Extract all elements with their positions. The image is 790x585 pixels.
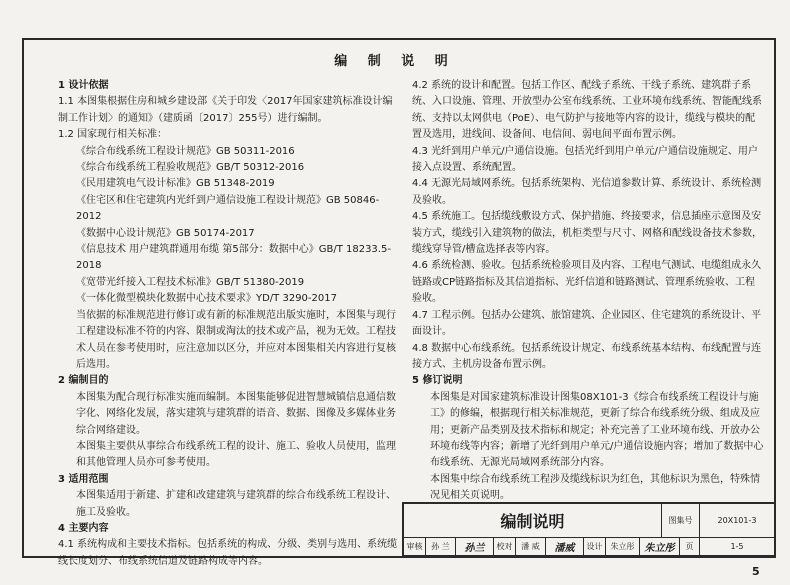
page-label: 页 — [680, 538, 700, 556]
section-heading: 1 设计依据 — [58, 80, 109, 91]
section-heading: 2 编制目的 — [58, 375, 109, 387]
designer-signature: 朱立彤 — [640, 538, 680, 556]
paragraph: 《一体化微型模块化数据中心技术要求》YD/T 3290-2017 — [76, 293, 337, 305]
paragraph: 4.1 系统构成和主要技术指标。包括系统的构成、分级、类别与选用、系统缆线长度划分、布线系统信道及链路构成等内容。 — [58, 539, 398, 567]
design-label: 设计 — [584, 538, 606, 556]
atlas-number: 20X101-3 — [700, 504, 774, 538]
checker-name: 潘 威 — [516, 538, 546, 556]
paragraph: 本图集为配合现行标准实施而编制。本图集能够促进智慧城镇信息通信数字化、网络化发展，落实建筑与建筑群的语音、数据、图像及多媒体业务综合网络建设。 — [76, 391, 396, 436]
paragraph: 本图集中综合布线系统工程涉及缆线标识为红色，其他标识为黑色，特殊情况见相关页说明。 — [430, 473, 760, 502]
paragraph: 当依据的标准规范进行修订或有新的标准规范出版实施时，本图集与现行工程建设标准不符的内容、限制或淘汰的技术或产品，视为无效。工程技术人员在参考使用时，应注意加以区分，并应对本图集相关内容进行复核后选用。 — [76, 309, 396, 370]
checker-signature: 潘威 — [546, 538, 584, 556]
check-label: 校对 — [494, 538, 516, 556]
paragraph: 本图集主要供从事综合布线系统工程的设计、施工、验收人员使用，监理和其他管理人员亦可参考使用。 — [76, 440, 396, 469]
right-column — [412, 78, 764, 505]
paragraph: 《民用建筑电气设计标准》GB 51348-2019 — [76, 178, 275, 190]
page-number: 5 — [752, 565, 760, 578]
section-heading: 5 修订说明 — [412, 375, 463, 387]
title-block — [402, 502, 774, 556]
paragraph: 本图集适用于新建、扩建和改建建筑与建筑群的综合布线系统工程设计、施工及验收。 — [76, 490, 396, 518]
paragraph: 《综合布线系统工程设计规范》GB 50311-2016 — [76, 145, 295, 157]
paragraph: 《住宅区和住宅建筑内光纤到户通信设施工程设计规范》GB 50846-2012 — [76, 194, 380, 223]
paragraph: 1.2 国家现行相关标准： — [58, 129, 168, 141]
paragraph: 《信息技术 用户建筑群通用布缆 第5部分：数据中心》GB/T 18233.5-2018 — [76, 244, 391, 272]
paragraph: 4.3 光纤到用户单元/户通信设施。包括光纤到用户单元/户通信设施规定、用户接入点设置、系统配置。 — [412, 145, 758, 174]
title-block-title: 编制说明 — [404, 504, 662, 538]
review-label: 审核 — [404, 538, 426, 556]
section-heading: 3 适用范围 — [58, 473, 109, 485]
paragraph: 《数据中心设计规范》GB 50174-2017 — [76, 227, 255, 239]
reviewer-name: 孙 兰 — [426, 538, 456, 556]
paragraph: 《宽带光纤接入工程技术标准》GB/T 51380-2019 — [76, 276, 305, 288]
page-reference: 1-5 — [700, 538, 774, 556]
paragraph: 4.6 系统检测、验收。包括系统检验项目及内容、工程电气测试、电缆组成永久链路或CP链路指标及其信道指标、光纤信道和链路测试、管理系统验收、工程验收。 — [412, 260, 762, 305]
paragraph: 4.8 数据中心布线系统。包括系统设计规定、布线系统基本结构、布线配置与连接方式、主机房设备布置示例。 — [412, 342, 762, 370]
paragraph: 4.5 系统施工。包括缆线敷设方式、保护措施、终接要求，信息插座示意图及安装方式，缆线引入建筑物的做法，机柜类型与尺寸、网格和配线设备技术参数，缆线穿导管/槽盒选择表等内容。 — [412, 211, 762, 256]
section-heading: 4 主要内容 — [58, 522, 109, 534]
left-column — [58, 78, 398, 570]
atlas-label: 图集号 — [662, 504, 700, 538]
paragraph: 4.7 工程示例。包括办公建筑、旅馆建筑、企业园区、住宅建筑的系统设计、平面设计。 — [412, 309, 762, 338]
paragraph: 4.2 系统的设计和配置。包括工作区、配线子系统、干线子系统、建筑群子系统、入口设施、管理、开放型办公室布线系统、工业环境布线系统、智能配线系统、支持以太网供电（PoE）、电气防护与接地等内容的设计，缆线与模块的配置及选用，进线间、设备间、电信间、弱电间平面布置示例。 — [412, 80, 762, 141]
reviewer-signature: 孙兰 — [456, 538, 494, 556]
paragraph: 4.4 无源光局域网系统。包括系统架构、光信道参数计算、系统设计、系统检测及验收。 — [412, 178, 762, 206]
paragraph: 本图集是对国家建筑标准设计图集08X101-3《综合布线系统工程设计与施工》的修编，根据现行相关标准规范，更新了综合布线系统分级、组成及应用；更新产品类别及技术指标和规定；补充完善了工业环境布线、开放办公环境布线等内容；新增了光纤到用户单元/户通信设施内容；增加了数据中心布线系统、无源光局域网系统部分内容。 — [430, 391, 764, 469]
paragraph: 1.1 本图集根据住房和城乡建设部《关于印发〈2017年国家建筑标准设计编制工作计划〉的通知》（建质函〔2017〕255号）进行编制。 — [58, 96, 393, 124]
page-title: 编 制 说 明 — [334, 54, 456, 69]
paragraph: 《综合布线系统工程验收规范》GB/T 50312-2016 — [76, 162, 305, 174]
designer-name: 朱立彤 — [606, 538, 640, 556]
